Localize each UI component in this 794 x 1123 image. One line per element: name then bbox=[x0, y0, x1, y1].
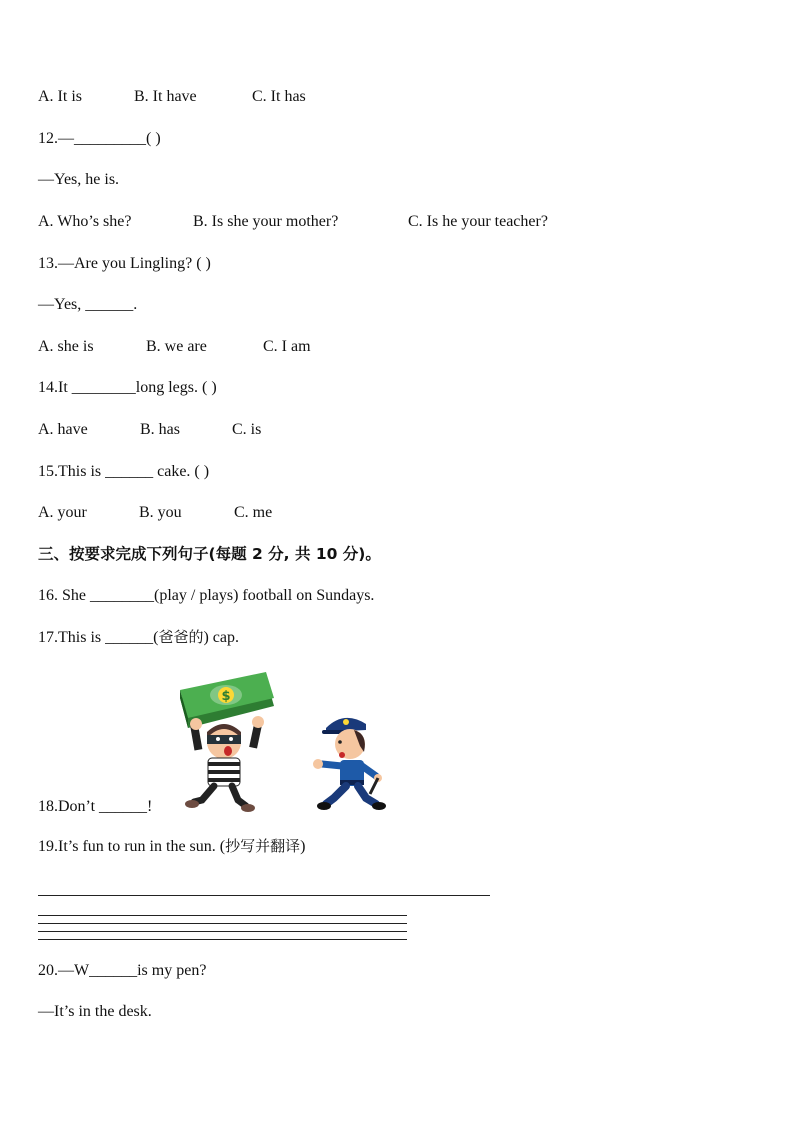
q19-chinese-hint: 抄写并翻译 bbox=[225, 837, 301, 855]
q20-reply: —It’s in the desk. bbox=[38, 1003, 152, 1020]
answer-line bbox=[38, 939, 407, 940]
q19-suffix: ) bbox=[300, 838, 306, 855]
q13-option-b: B. we are bbox=[146, 338, 207, 355]
q14-option-c: C. is bbox=[232, 421, 262, 438]
q14-option-b: B. has bbox=[140, 421, 180, 438]
q11-option-b: B. It have bbox=[134, 88, 197, 105]
answer-line bbox=[38, 923, 407, 924]
q11-options bbox=[38, 87, 306, 107]
q13-stem: 13.—Are you Lingling? ( ) bbox=[38, 255, 211, 272]
q17-chinese-hint: 爸爸的 bbox=[158, 628, 204, 646]
answer-line bbox=[38, 931, 407, 932]
q12-options bbox=[38, 212, 548, 232]
q12-stem: 12.—_________( ) bbox=[38, 130, 161, 147]
answer-line-long bbox=[38, 895, 490, 896]
q12-option-b: B. Is she your mother? bbox=[193, 213, 339, 230]
section-3-heading: 三、按要求完成下列句子(每题 2 分, 共 10 分)。 bbox=[38, 545, 381, 563]
q16-text: 16. She ________(play / plays) football on Sundays. bbox=[38, 587, 375, 604]
q19-prefix: 19.It’s fun to run in the sun. ( bbox=[38, 838, 226, 855]
q13-option-c: C. I am bbox=[263, 338, 311, 355]
q17-prefix: 17.This is ______( bbox=[38, 629, 159, 646]
q11-option-a: A. It is bbox=[38, 88, 82, 105]
q12-option-a: A. Who’s she? bbox=[38, 213, 132, 230]
thief-with-money-icon bbox=[176, 672, 282, 814]
q15-option-c: C. me bbox=[234, 504, 273, 521]
q14-option-a: A. have bbox=[38, 421, 88, 438]
q15-option-a: A. your bbox=[38, 504, 87, 521]
money-symbol: $ bbox=[221, 689, 231, 704]
q20-stem: 20.—W______is my pen? bbox=[38, 962, 207, 979]
police-officer-running-icon bbox=[312, 708, 392, 814]
answer-line bbox=[38, 915, 407, 916]
q17-text bbox=[38, 627, 239, 648]
q12-reply: —Yes, he is. bbox=[38, 171, 120, 188]
q15-options bbox=[38, 503, 272, 523]
q14-options bbox=[38, 420, 261, 440]
q17-suffix: ) cap. bbox=[203, 629, 239, 646]
q15-stem: 15.This is ______ cake. ( ) bbox=[38, 463, 210, 480]
q11-option-c: C. It has bbox=[252, 88, 306, 105]
q13-option-a: A. she is bbox=[38, 338, 94, 355]
q14-stem: 14.It ________long legs. ( ) bbox=[38, 379, 217, 396]
q13-reply: —Yes, ______. bbox=[38, 296, 138, 313]
q19-text bbox=[38, 836, 305, 857]
q18-text: 18.Don’t ______! bbox=[38, 798, 153, 815]
q12-option-c: C. Is he your teacher? bbox=[408, 213, 548, 230]
q15-option-b: B. you bbox=[139, 504, 182, 521]
q13-options bbox=[38, 337, 311, 357]
